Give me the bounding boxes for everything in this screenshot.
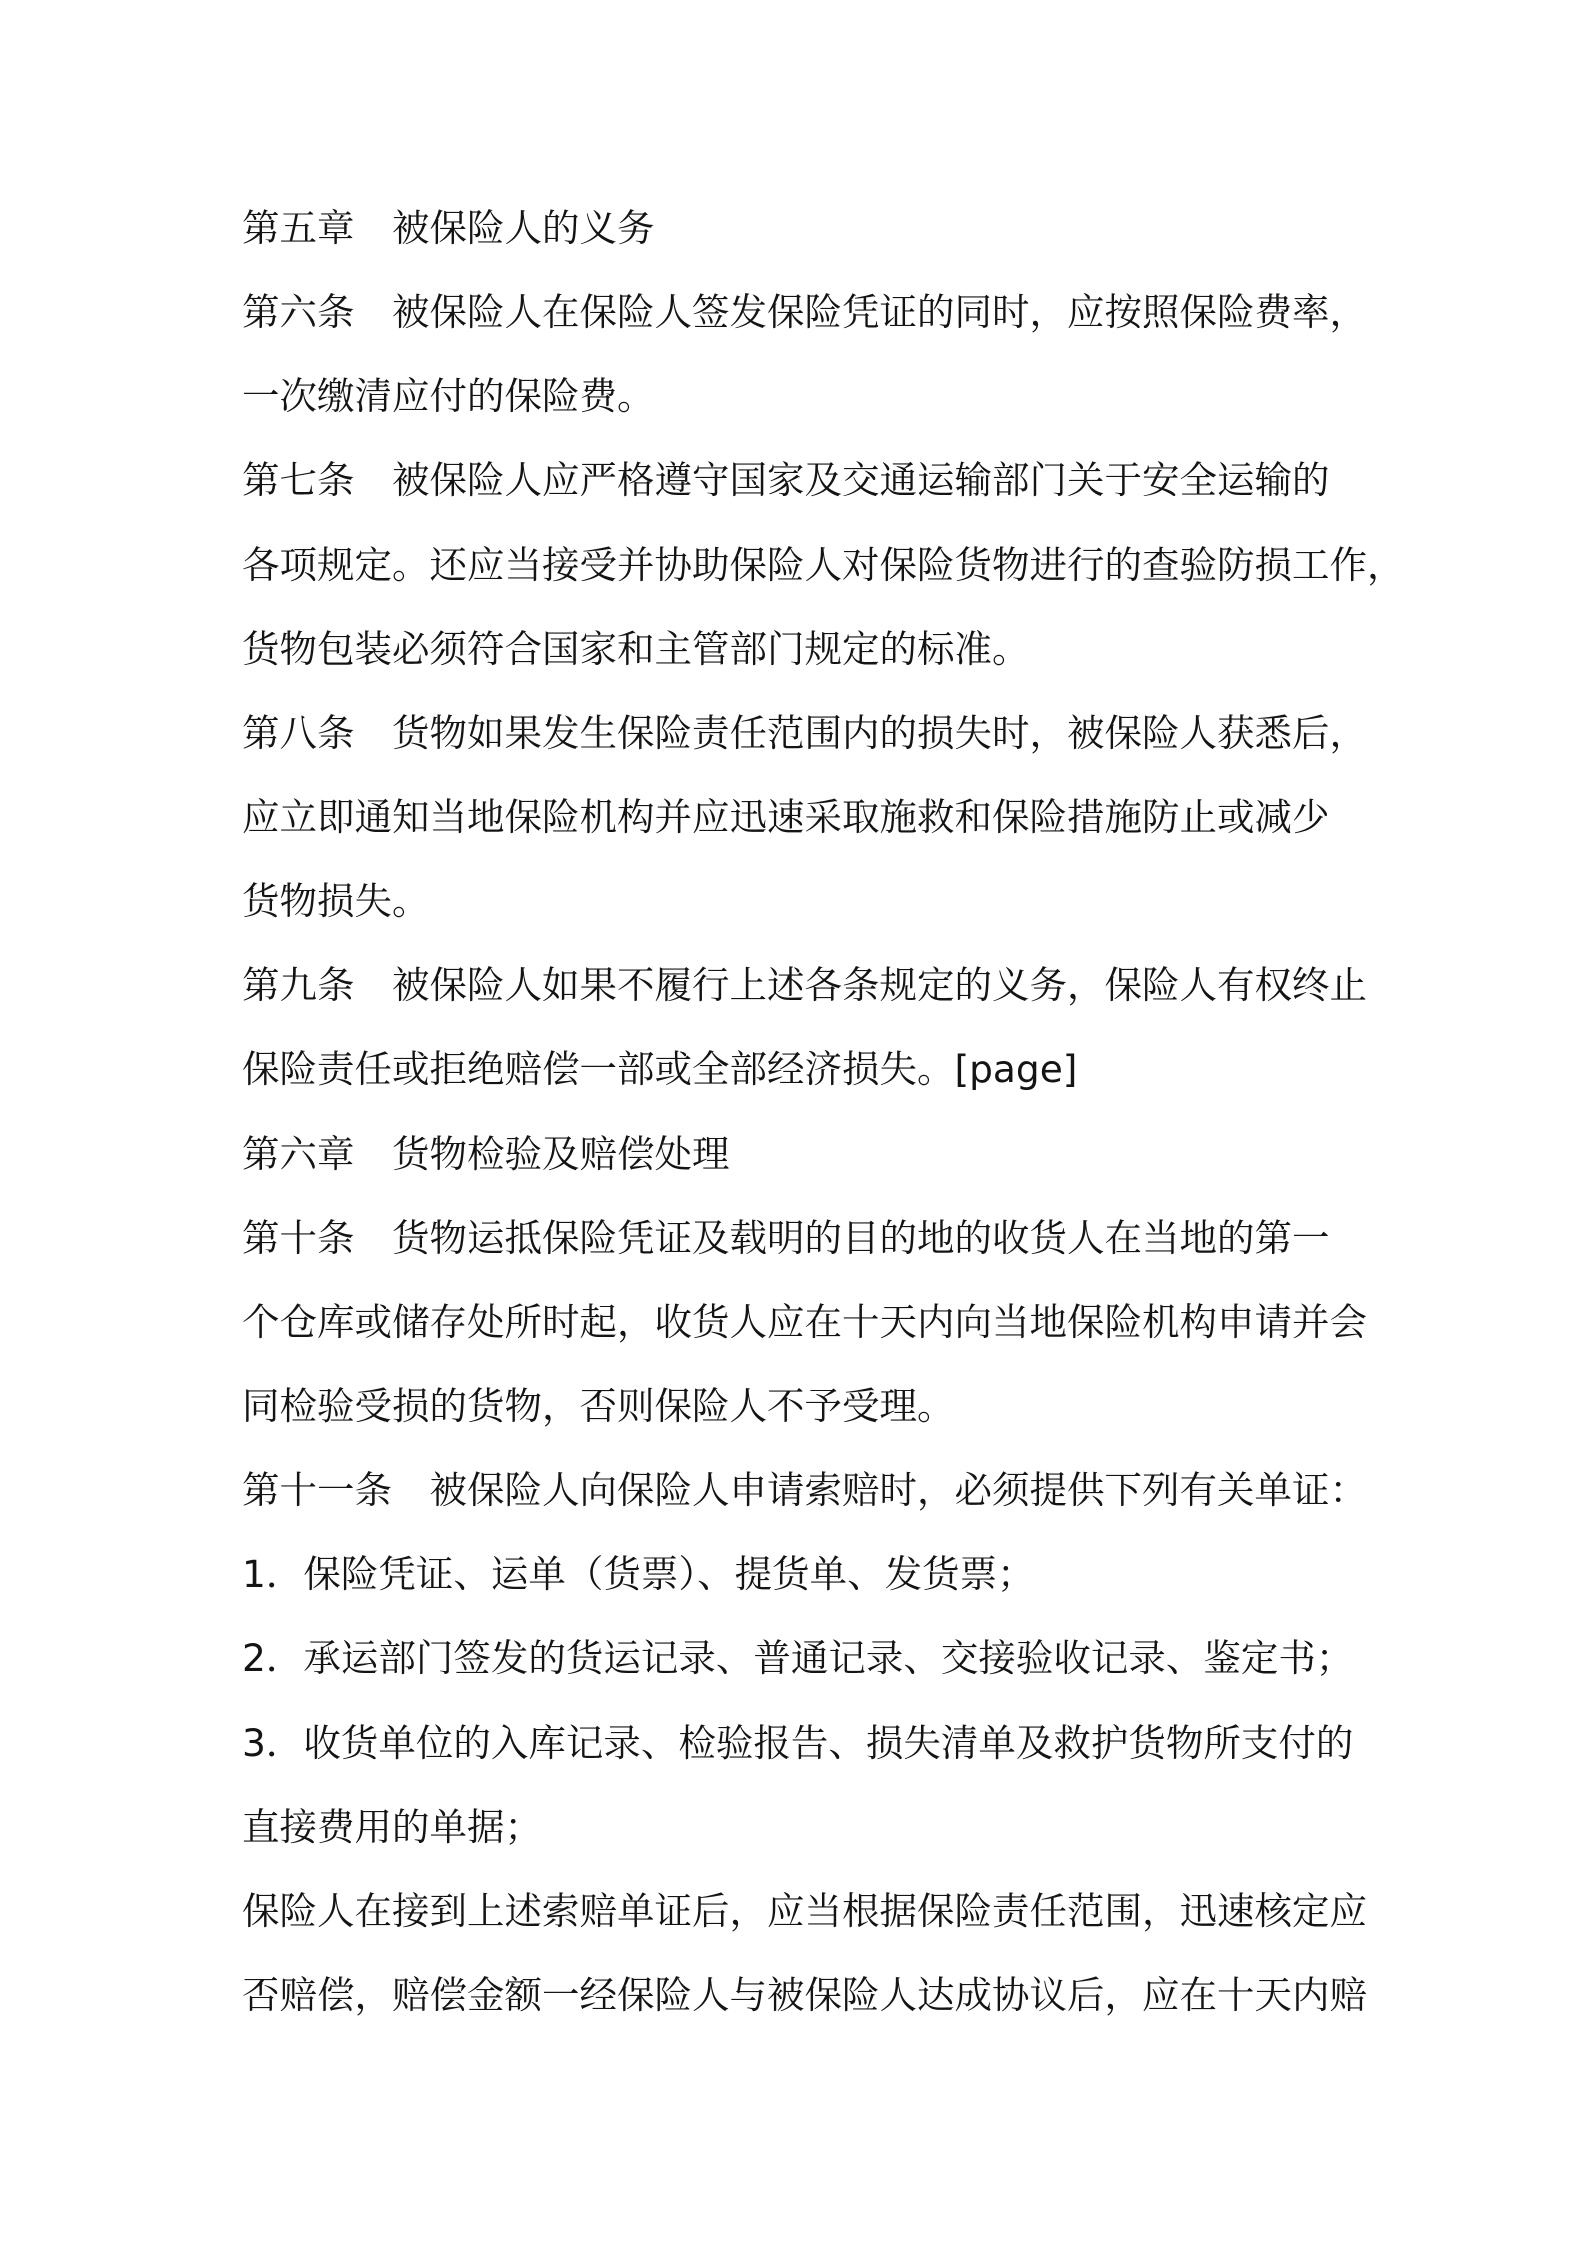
text-line: 否赔偿，赔偿金额一经保险人与被保险人达成协议后，应在十天内赔 — [242, 1972, 1367, 2017]
article-line: 第九条 被保险人如果不履行上述各条规定的义务，保险人有权终止 — [242, 963, 1367, 1008]
text-line: 一次缴清应付的保险费。 — [242, 374, 655, 419]
article-line: 第七条 被保险人应严格遵守国家及交通运输部门关于安全运输的 — [242, 458, 1330, 503]
article-line: 第十一条 被保险人向保险人申请索赔时，必须提供下列有关单证： — [242, 1468, 1367, 1513]
list-item-line: 3．收货单位的入库记录、检验报告、损失清单及救护货物所支付的 — [242, 1720, 1354, 1765]
list-item-line: 2．承运部门签发的货运记录、普通记录、交接验收记录、鉴定书； — [242, 1636, 1354, 1681]
article-line: 第六条 被保险人在保险人签发保险凭证的同时，应按照保险费率， — [242, 290, 1367, 335]
text-line: 货物包装必须符合国家和主管部门规定的标准。 — [242, 626, 1030, 671]
text-line: 应立即通知当地保险机构并应迅速采取施救和保险措施防止或减少 — [242, 794, 1330, 839]
chapter-heading: 第五章 被保险人的义务 — [242, 206, 655, 250]
text-line: 保险人在接到上述索赔单证后，应当根据保险责任范围，迅速核定应 — [242, 1888, 1367, 1933]
text-line: 直接费用的单据； — [242, 1804, 542, 1849]
chapter-heading: 第六章 货物检验及赔偿处理 — [242, 1131, 730, 1176]
text-line: 各项规定。还应当接受并协助保险人对保险货物进行的查验防损工作， — [242, 542, 1405, 587]
text-line: 货物损失。 — [242, 879, 430, 924]
article-line: 第八条 货物如果发生保险责任范围内的损失时，被保险人获悉后， — [242, 710, 1367, 755]
text-line: 个仓库或储存处所时起，收货人应在十天内向当地保险机构申请并会 — [242, 1299, 1367, 1344]
list-item-line: 1．保险凭证、运单（货票）、提货单、发货票； — [242, 1552, 1035, 1597]
text-line: 保险责任或拒绝赔偿一部或全部经济损失。[page] — [242, 1047, 1078, 1092]
text-line: 同检验受损的货物，否则保险人不予受理。 — [242, 1383, 955, 1428]
article-line: 第十条 货物运抵保险凭证及载明的目的地的收货人在当地的第一 — [242, 1215, 1330, 1260]
